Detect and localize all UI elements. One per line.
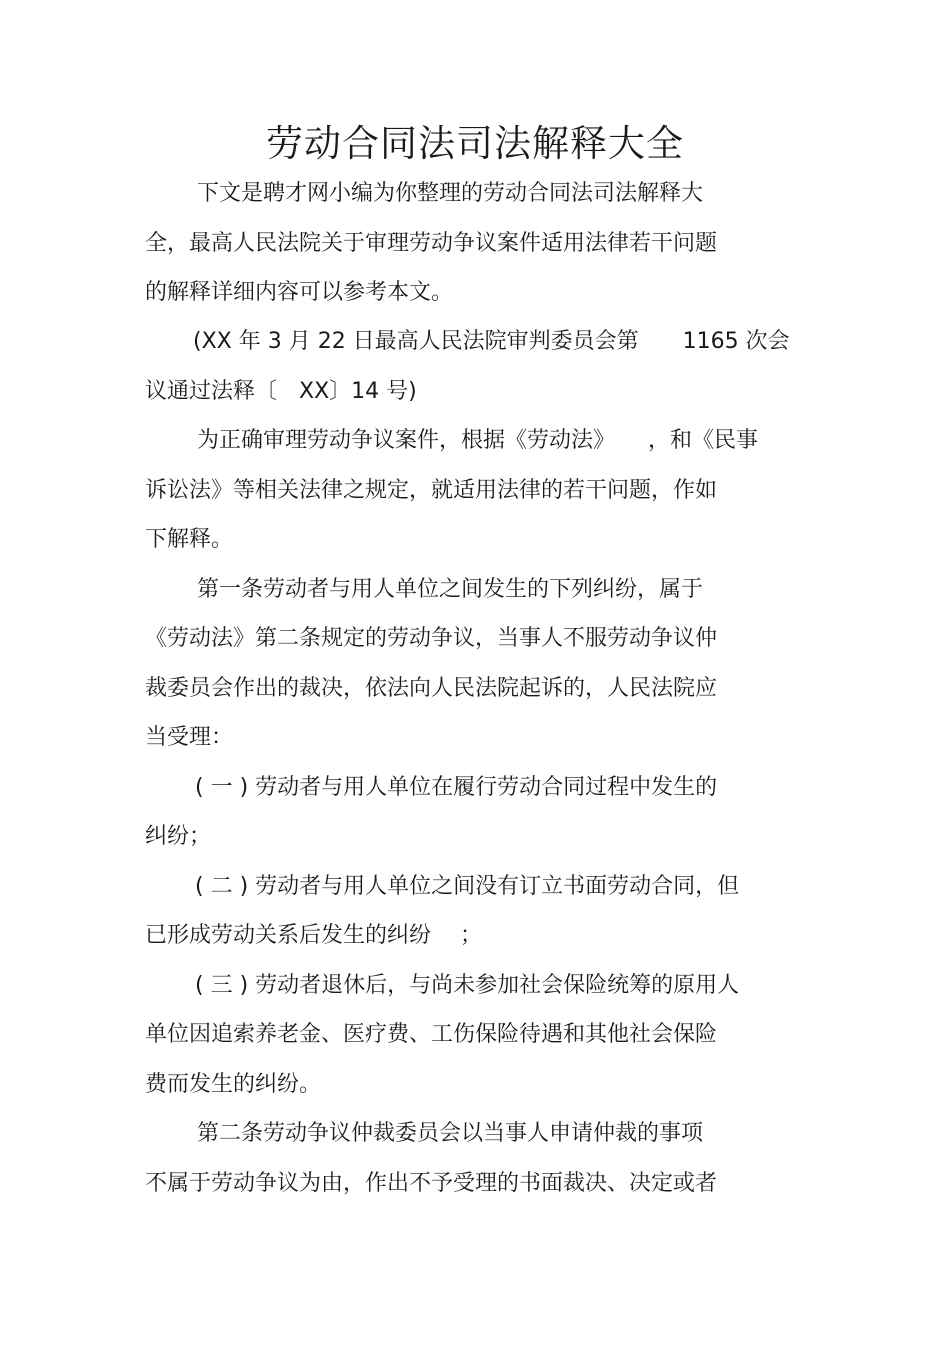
paragraph-line: ( 一 ) 劳动者与用人单位在履行劳动合同过程中发生的 — [195, 775, 718, 800]
paragraph-line: 全，最高人民法院关于审理劳动争议案件适用法律若干问题 — [145, 231, 718, 256]
paragraph-line: 的解释详细内容可以参考本文。 — [145, 280, 454, 305]
paragraph-line: ( 三 ) 劳动者退休后，与尚未参加社会保险统筹的原用人 — [195, 973, 740, 998]
paragraph-line: 当受理： — [145, 725, 234, 750]
paragraph-line: 纠纷； — [145, 824, 212, 849]
paragraph-line: 已形成劳动关系后发生的纠纷 ； — [145, 923, 482, 948]
paragraph-line: 《劳动法》第二条规定的劳动争议，当事人不服劳动争议仲 — [145, 626, 718, 651]
paragraph-line: 裁委员会作出的裁决，依法向人民法院起诉的，人民法院应 — [145, 676, 718, 701]
paragraph-line: ( 二 ) 劳动者与用人单位之间没有订立书面劳动合同，但 — [195, 874, 740, 899]
paragraph-line: 诉讼法》等相关法律之规定，就适用法律的若干问题，作如 — [145, 478, 718, 503]
paragraph-line: 第一条劳动者与用人单位之间发生的下列纠纷，属于 — [197, 577, 704, 602]
paragraph-line: 为正确审理劳动争议案件，根据《劳动法》 ，和《民事 — [197, 428, 759, 453]
paragraph-line: (XX 年 3 月 22 日最高人民法院审判委员会第 1165 次会 — [193, 329, 790, 354]
paragraph-line: 下解释。 — [145, 527, 234, 552]
paragraph-line: 单位因追索养老金、医疗费、工伤保险待遇和其他社会保险 — [145, 1022, 718, 1047]
document-title: 劳动合同法司法解释大全 — [266, 122, 684, 165]
paragraph-line: 第二条劳动争议仲裁委员会以当事人申请仲裁的事项 — [197, 1121, 704, 1146]
paragraph-line: 费而发生的纠纷。 — [145, 1072, 322, 1097]
paragraph-line: 不属于劳动争议为由，作出不予受理的书面裁决、决定或者 — [145, 1171, 718, 1196]
paragraph-line: 议通过法释〔 XX〕14 号) — [145, 379, 417, 404]
paragraph-line: 下文是聘才网小编为你整理的劳动合同法司法解释大 — [197, 181, 704, 206]
